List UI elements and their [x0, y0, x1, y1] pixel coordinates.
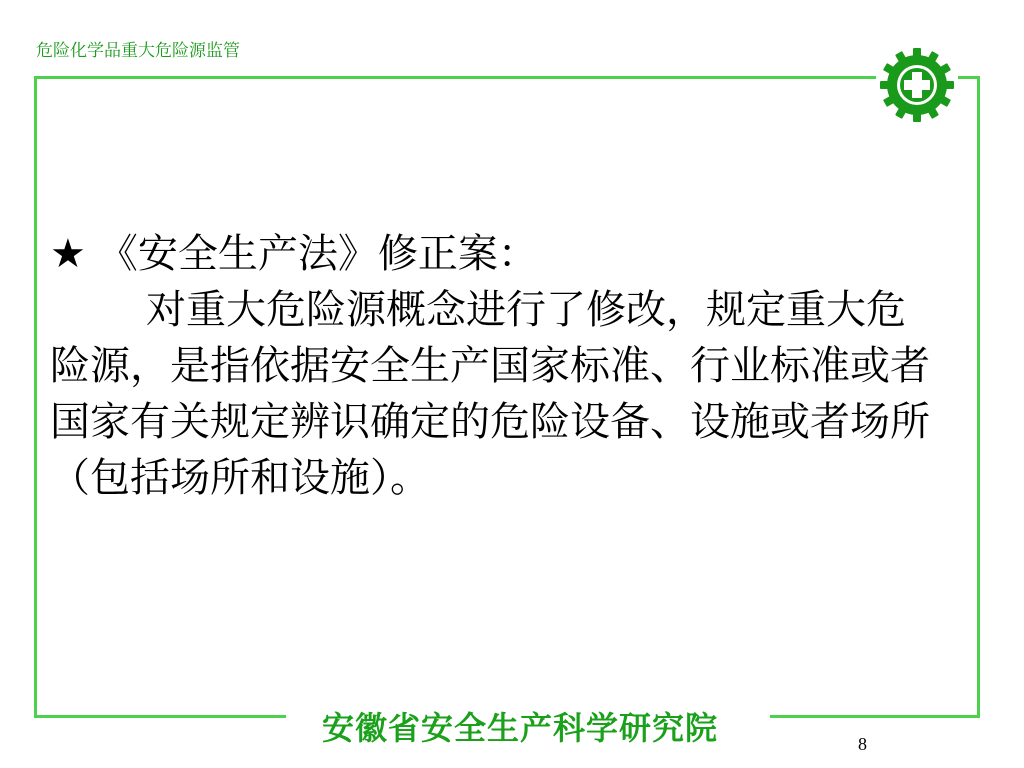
frame-top-line	[34, 76, 876, 79]
slide-content	[50, 226, 930, 506]
safety-cross-gear-icon	[876, 44, 958, 126]
footer-organization: 安徽省安全生产科学研究院	[322, 709, 719, 747]
frame-left-line	[34, 76, 37, 718]
header-title: 危险化学品重大危险源监管	[36, 41, 240, 61]
frame-bottom-right-line	[770, 715, 980, 718]
frame-right-line	[977, 76, 980, 718]
bullet-heading	[50, 226, 930, 282]
body-paragraph: 对重大危险源概念进行了修改，规定重大危险源，是指依据安全生产国家标准、行业标准或者国家有关规定辨识确定的危险设备、设施或者场所（包括场所和设施）。	[50, 287, 930, 501]
page-number: 8	[858, 734, 867, 754]
frame-bottom-left-line	[34, 715, 286, 718]
heading-text: 《安全生产法》修正案：	[97, 231, 538, 277]
star-bullet-icon: ★	[50, 231, 86, 277]
